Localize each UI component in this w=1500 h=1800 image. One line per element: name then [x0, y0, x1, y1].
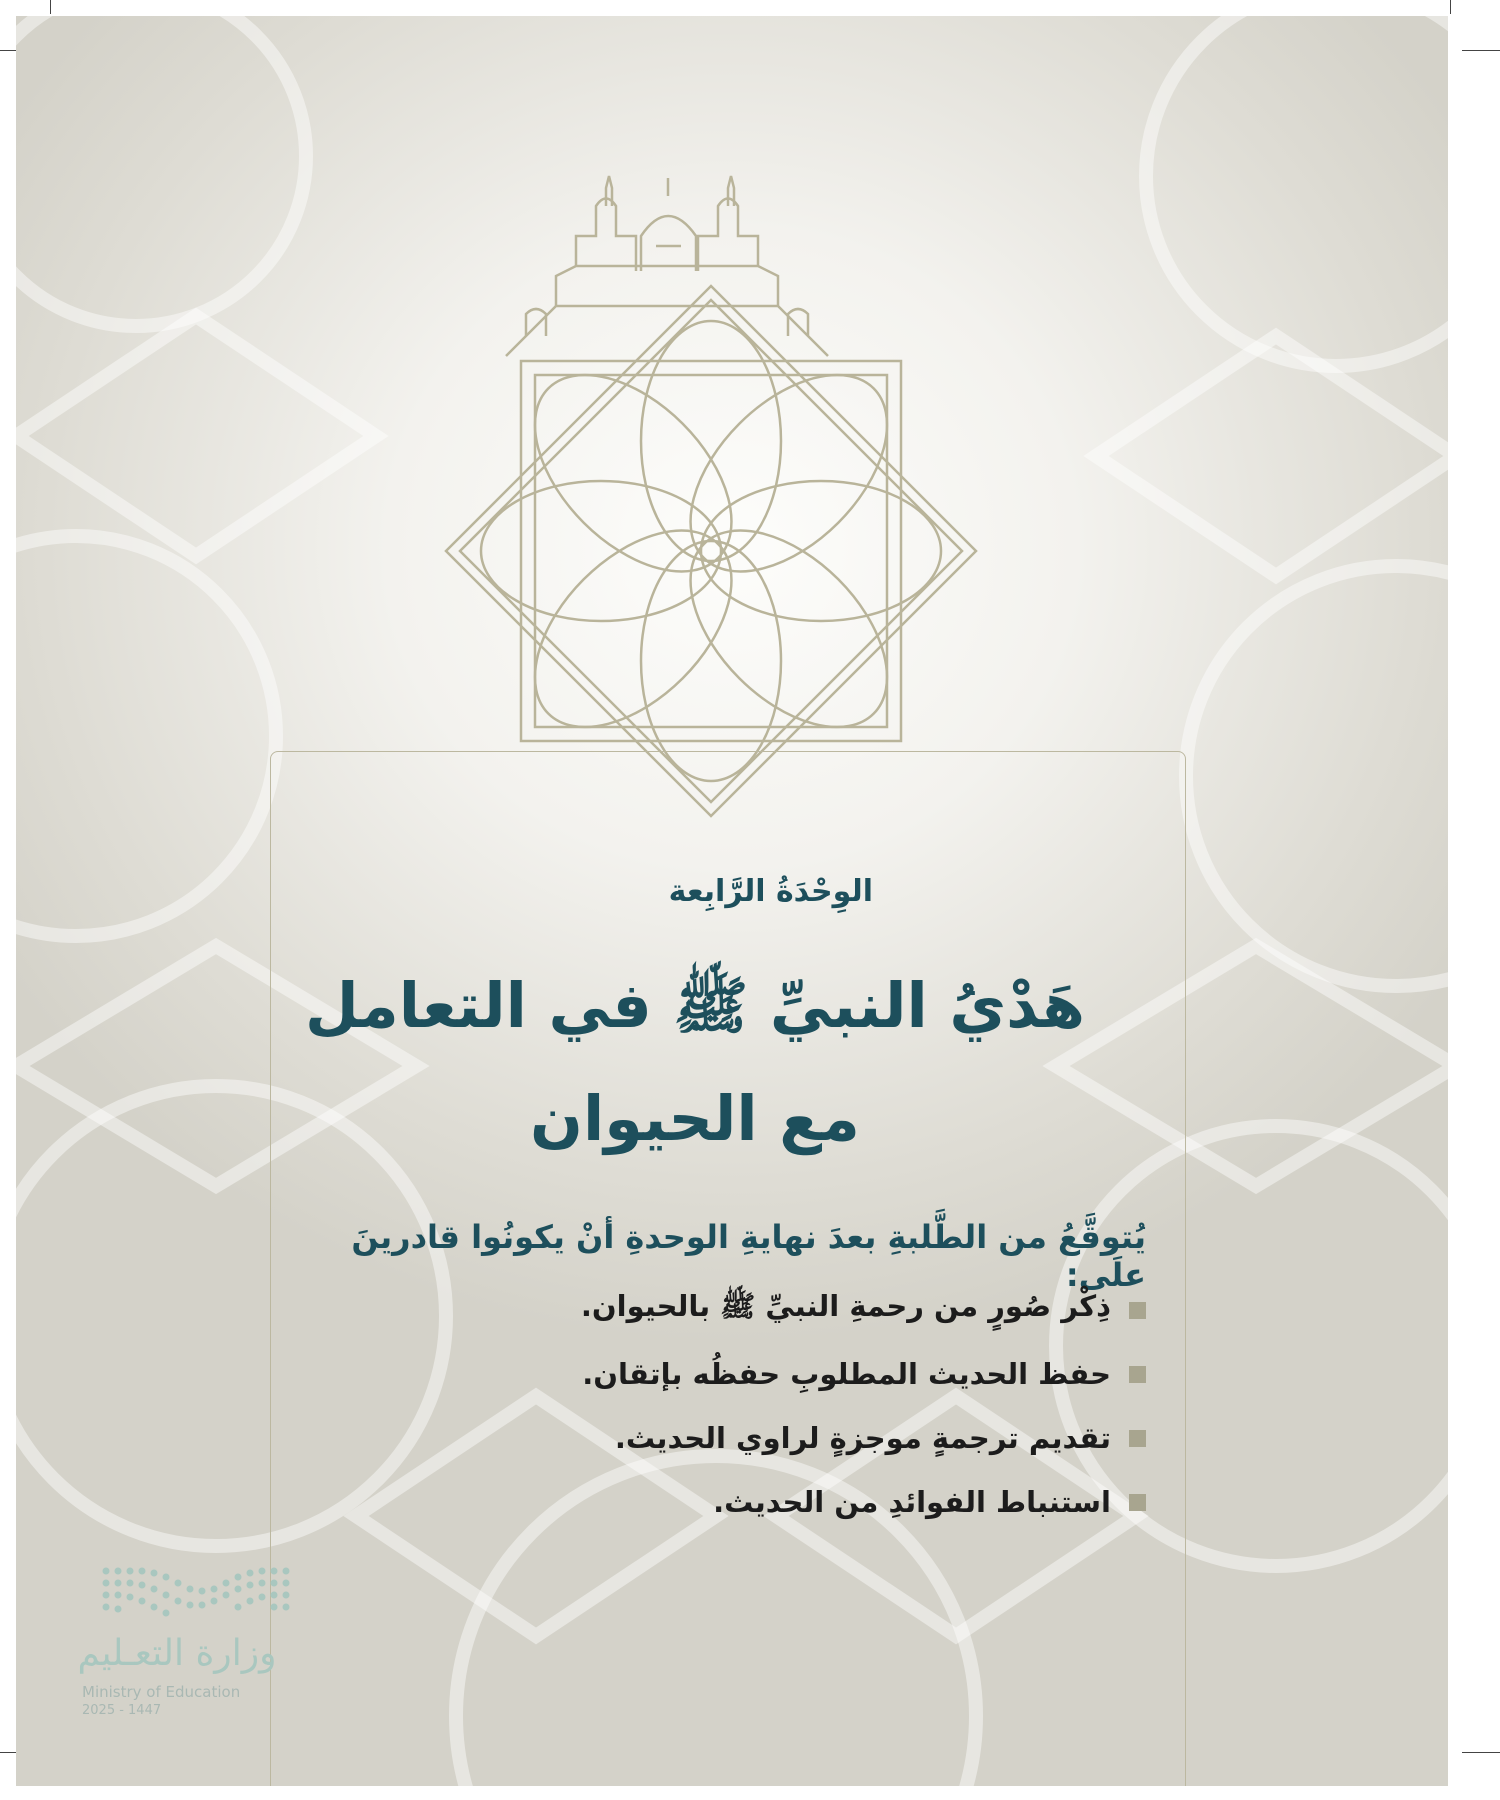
unit-title-line-1: هَدْيُ النبيِّ ﷺ في التعامل	[305, 969, 1085, 1042]
objective-item	[316, 1342, 1146, 1406]
crop-mark	[1450, 0, 1451, 14]
unit-title-line-2: مع الحيوان	[530, 1082, 860, 1155]
objectives-list	[316, 1278, 1146, 1534]
crop-mark	[1462, 1752, 1500, 1753]
ministry-name-arabic: وزارة التعـليم	[77, 1633, 277, 1674]
ministry-years: 2025 - 1447	[82, 1703, 162, 1718]
ministry-logo	[72, 1561, 302, 1731]
crop-mark	[50, 0, 51, 14]
square-bullet-icon	[1129, 1302, 1146, 1319]
objective-item	[316, 1406, 1146, 1470]
ministry-name-english: Ministry of Education	[82, 1683, 241, 1701]
learning-outcomes-intro: يُتوقَّعُ من الطَّلبةِ بعدَ نهايةِ الوحدةِ أنْ يكونُوا قادرينَ علَى:	[351, 1218, 1146, 1294]
square-bullet-icon	[1129, 1430, 1146, 1447]
objective-text: تقديم ترجمةٍ موجزةٍ لراوي الحديث.	[614, 1421, 1111, 1455]
cover-page	[16, 16, 1448, 1786]
objective-text: حفظ الحديث المطلوبِ حفظُه بإتقان.	[582, 1357, 1111, 1391]
square-bullet-icon	[1129, 1494, 1146, 1511]
dotted-logo-icon	[98, 1561, 298, 1621]
objective-item	[316, 1470, 1146, 1534]
objective-item	[316, 1278, 1146, 1342]
objective-text: استنباط الفوائدِ من الحديث.	[713, 1485, 1111, 1519]
rosette-ornament-icon	[406, 96, 1016, 856]
crop-mark	[1462, 50, 1500, 51]
objective-text: ذِكْر صُورٍ من رحمةِ النبيِّ ﷺ بالحيوان.	[580, 1289, 1111, 1323]
square-bullet-icon	[1129, 1366, 1146, 1383]
unit-label: الوِحْدَةُ الرَّابِعة	[668, 874, 873, 909]
